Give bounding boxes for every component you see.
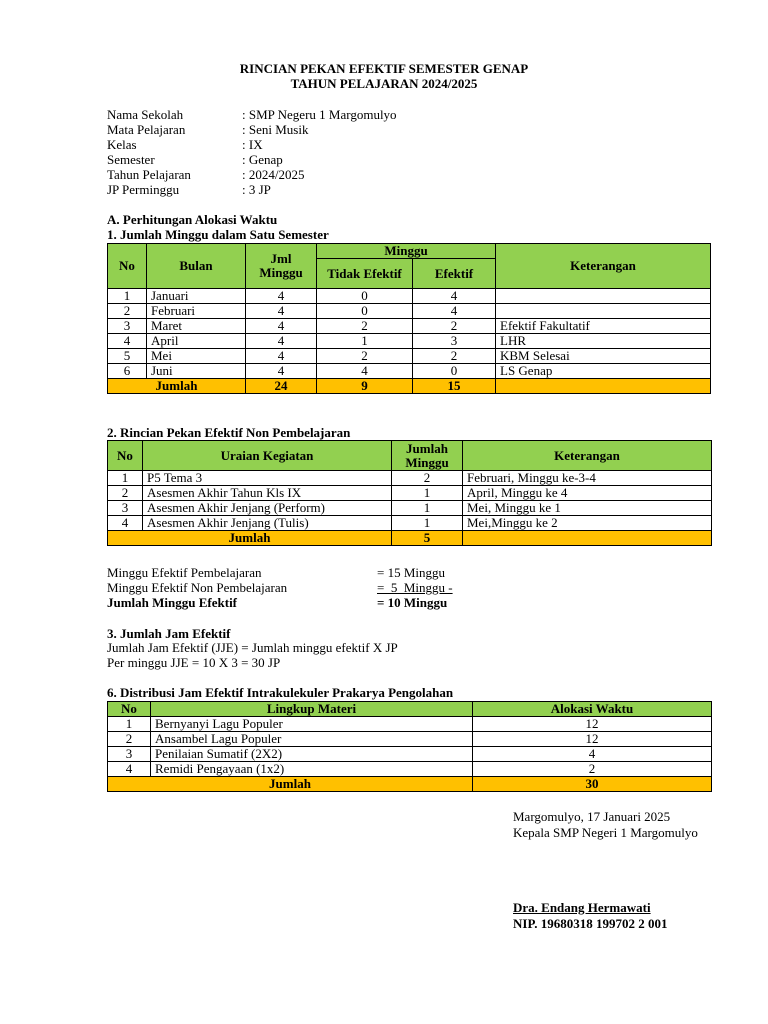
info-value: : Seni Musik (242, 122, 309, 137)
total-row (108, 777, 712, 792)
col-jumlah-minggu: Jumlah Minggu (392, 441, 463, 471)
jje-calculation: Per minggu JJE = 10 X 3 = 30 JP (107, 655, 281, 670)
section-3-heading: 3. Jumlah Jam Efektif (107, 626, 231, 641)
total-tidak: 9 (317, 379, 413, 394)
cell-no: 6 (108, 364, 147, 379)
total-alokasi: 30 (473, 777, 712, 792)
info-label: Mata Pelajaran (107, 122, 186, 137)
cell-ket: April, Minggu ke 4 (463, 486, 712, 501)
cell-tidak: 0 (317, 289, 413, 304)
cell-uraian: P5 Tema 3 (143, 471, 392, 486)
table-row (108, 349, 711, 364)
section-6-heading: 6. Distribusi Jam Efektif Intrakulekuler Prakarya Pengolahan (107, 685, 454, 700)
cell-ket: Februari, Minggu ke-3-4 (463, 471, 712, 486)
cell-alokasi: 2 (473, 762, 712, 777)
col-lingkup-materi: Lingkup Materi (151, 702, 473, 717)
info-label: Kelas (107, 137, 137, 152)
cell-efektif: 3 (413, 334, 496, 349)
weeks-table (107, 243, 711, 394)
total-efektif: 15 (413, 379, 496, 394)
distribution-table (107, 701, 712, 792)
cell-ket: Mei, Minggu ke 1 (463, 501, 712, 516)
col-uraian: Uraian Kegiatan (143, 441, 392, 471)
table-row (108, 319, 711, 334)
cell-no: 1 (108, 471, 143, 486)
section-1-heading: 1. Jumlah Minggu dalam Satu Semester (107, 227, 329, 242)
total-jml: 24 (246, 379, 317, 394)
table-row (108, 717, 712, 732)
table-row (108, 471, 712, 486)
cell-ket: LS Genap (496, 364, 711, 379)
cell-bulan: April (147, 334, 246, 349)
cell-jml: 4 (246, 334, 317, 349)
table-row (108, 516, 712, 531)
col-tidak-efektif: Tidak Efektif (317, 259, 413, 289)
cell-no: 4 (108, 516, 143, 531)
cell-tidak: 4 (317, 364, 413, 379)
summary-value: = 10 Minggu (377, 595, 448, 610)
cell-no: 5 (108, 349, 147, 364)
non-learning-table (107, 440, 712, 546)
jje-formula: Jumlah Jam Efektif (JJE) = Jumlah minggu efektif X JP (107, 640, 398, 655)
cell-no: 1 (108, 289, 147, 304)
summary-label: Minggu Efektif Non Pembelajaran (107, 580, 288, 595)
col-no: No (108, 244, 147, 289)
info-label: Nama Sekolah (107, 107, 184, 122)
cell-materi: Bernyanyi Lagu Populer (151, 717, 473, 732)
total-jumlah: 5 (392, 531, 463, 546)
cell-no: 3 (108, 501, 143, 516)
total-ket (463, 531, 712, 546)
info-row (107, 137, 263, 152)
cell-jml: 4 (246, 304, 317, 319)
info-value: : IX (242, 137, 263, 152)
cell-bulan: Juni (147, 364, 246, 379)
table-row (108, 289, 711, 304)
cell-jumlah: 1 (392, 501, 463, 516)
info-row (107, 182, 271, 197)
info-value: : 2024/2025 (242, 167, 305, 182)
cell-materi: Remidi Pengayaan (1x2) (151, 762, 473, 777)
cell-jumlah: 2 (392, 471, 463, 486)
signature-nip: NIP. 19680318 199702 2 001 (513, 916, 668, 931)
col-efektif: Efektif (413, 259, 496, 289)
info-row (107, 167, 304, 182)
total-label: Jumlah (108, 777, 473, 792)
cell-jml: 4 (246, 289, 317, 304)
doc-title-line1: RINCIAN PEKAN EFEKTIF SEMESTER GENAP (239, 61, 529, 76)
table-row (108, 486, 712, 501)
cell-alokasi: 12 (473, 732, 712, 747)
cell-uraian: Asesmen Akhir Tahun Kls IX (143, 486, 392, 501)
cell-efektif: 2 (413, 349, 496, 364)
cell-ket (496, 304, 711, 319)
total-label: Jumlah (108, 531, 392, 546)
cell-bulan: Januari (147, 289, 246, 304)
table-row (108, 762, 712, 777)
info-row (107, 122, 308, 137)
summary-label: Jumlah Minggu Efektif (107, 595, 238, 610)
info-value: : SMP Negeru 1 Margomulyo (242, 107, 397, 122)
col-jml-minggu: Jml Minggu (246, 244, 317, 289)
section-2-heading: 2. Rincian Pekan Efektif Non Pembelajaran (107, 425, 351, 440)
info-row (107, 152, 283, 167)
cell-no: 3 (108, 319, 147, 334)
cell-tidak: 0 (317, 304, 413, 319)
signature-place-date: Margomulyo, 17 Januari 2025 (513, 809, 671, 824)
table-row (108, 364, 711, 379)
cell-jml: 4 (246, 364, 317, 379)
total-ket (496, 379, 711, 394)
cell-ket: Efektif Fakultatif (496, 319, 711, 334)
cell-jml: 4 (246, 319, 317, 334)
col-minggu: Minggu (317, 244, 496, 259)
cell-bulan: Mei (147, 349, 246, 364)
cell-no: 4 (108, 334, 147, 349)
cell-alokasi: 12 (473, 717, 712, 732)
cell-tidak: 2 (317, 349, 413, 364)
col-alokasi-waktu: Alokasi Waktu (473, 702, 712, 717)
info-label: JP Perminggu (107, 182, 180, 197)
section-a-heading: A. Perhitungan Alokasi Waktu (107, 212, 278, 227)
summary-label: Minggu Efektif Pembelajaran (107, 565, 262, 580)
col-no: No (108, 702, 151, 717)
total-row (108, 379, 711, 394)
signature-name: Dra. Endang Hermawati (513, 900, 651, 915)
table-row (108, 304, 711, 319)
cell-no: 2 (108, 486, 143, 501)
cell-efektif: 0 (413, 364, 496, 379)
col-bulan: Bulan (147, 244, 246, 289)
table-row (108, 732, 712, 747)
cell-efektif: 4 (413, 304, 496, 319)
doc-title-line2: TAHUN PELAJARAN 2024/2025 (290, 76, 478, 91)
info-value: : 3 JP (242, 182, 271, 197)
cell-materi: Ansambel Lagu Populer (151, 732, 473, 747)
cell-efektif: 4 (413, 289, 496, 304)
total-row (108, 531, 712, 546)
info-label: Tahun Pelajaran (107, 167, 191, 182)
cell-jumlah: 1 (392, 486, 463, 501)
cell-bulan: Februari (147, 304, 246, 319)
info-label: Semester (107, 152, 155, 167)
table-row (108, 501, 712, 516)
col-keterangan: Keterangan (463, 441, 712, 471)
cell-no: 2 (108, 304, 147, 319)
cell-no: 1 (108, 717, 151, 732)
cell-uraian: Asesmen Akhir Jenjang (Perform) (143, 501, 392, 516)
summary-value: = 5 Minggu - (377, 580, 453, 595)
info-value: : Genap (242, 152, 283, 167)
table-row (108, 747, 712, 762)
cell-jumlah: 1 (392, 516, 463, 531)
cell-tidak: 1 (317, 334, 413, 349)
cell-ket: KBM Selesai (496, 349, 711, 364)
cell-materi: Penilaian Sumatif (2X2) (151, 747, 473, 762)
total-label: Jumlah (108, 379, 246, 394)
cell-tidak: 2 (317, 319, 413, 334)
col-no: No (108, 441, 143, 471)
cell-jml: 4 (246, 349, 317, 364)
cell-uraian: Asesmen Akhir Jenjang (Tulis) (143, 516, 392, 531)
cell-ket (496, 289, 711, 304)
cell-no: 3 (108, 747, 151, 762)
cell-efektif: 2 (413, 319, 496, 334)
summary-value: = 15 Minggu (377, 565, 446, 580)
cell-no: 2 (108, 732, 151, 747)
cell-ket: LHR (496, 334, 711, 349)
cell-ket: Mei,Minggu ke 2 (463, 516, 712, 531)
signature-role: Kepala SMP Negeri 1 Margomulyo (513, 825, 698, 840)
cell-alokasi: 4 (473, 747, 712, 762)
info-row (107, 107, 397, 122)
cell-no: 4 (108, 762, 151, 777)
col-keterangan: Keterangan (496, 244, 711, 289)
table-row (108, 334, 711, 349)
cell-bulan: Maret (147, 319, 246, 334)
